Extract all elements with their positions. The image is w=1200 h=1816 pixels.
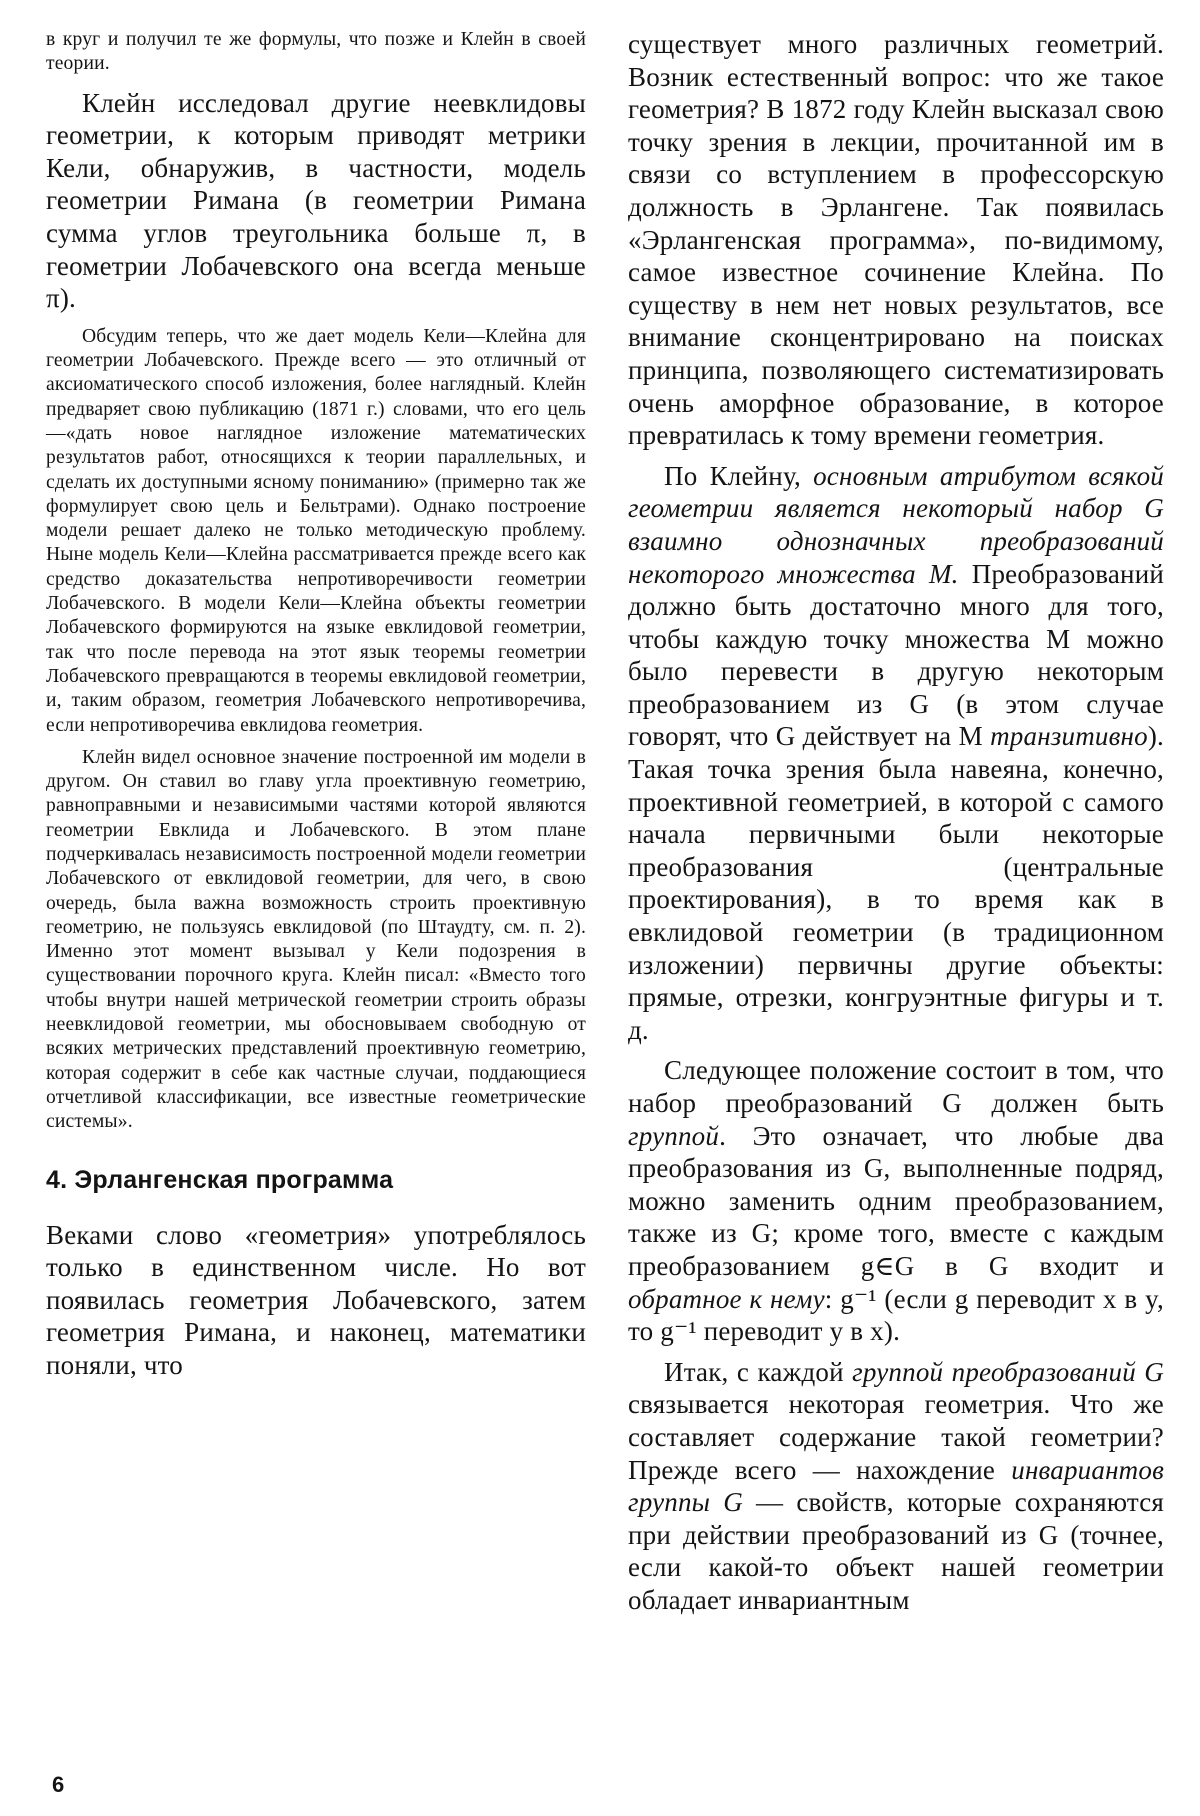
text-run: связывается некоторая геометрия. Что же составляет содержание такой геометрии? Прежде всего — нахождение xyxy=(628,1389,1164,1485)
section-intro: Веками слово «геометрия» употреблялось только в единственном числе. Но вот появилась геометрия Лобачевского, затем геометрия Римана, и наконец, математики поняли, что xyxy=(46,1219,586,1380)
page-number: 6 xyxy=(52,1772,65,1797)
text-run: — свойств, которые сохраняются при действии преобразований из G (точнее, если какой-то объект нашей геометрии обладает инвариантным xyxy=(628,1487,1165,1615)
right-column xyxy=(628,28,1164,1617)
text-run: Следующее положение состоит в том, что набор преобразований G должен быть xyxy=(628,1055,1164,1118)
invariants-paragraph xyxy=(628,1356,1164,1617)
model-paragraph: Обсудим теперь, что же дает модель Кели—Клейна для геометрии Лобачевского. Прежде всего — это отличный от аксиоматического способ изложения, более наглядный. Клейн предваряет свою публикацию (1871 г.) словами, что его цель —«дать новое наглядное изложение математических результатов работ, относящихся к теории параллельных, и сделать их доступными ясному пониманию» (примерно так же формулирует свою цель и Бельтрами). Однако построение модели решает далеко не только методическую проблему. Ныне модель Кели—Клейна рассматривается прежде всего как средство доказательства непротиворечивости геометрии Лобачевского. В модели Кели—Клейна объекты геометрии Лобачевского формируются на языке евклидовой геометрии, так что после перевода на этот язык теоремы геометрии Лобачевского превращаются в теоремы евклидовой геометрии, и, таким образом, геометрия Лобачевского непротиворечива, если непротиворечива евклидова геометрия. xyxy=(46,325,586,736)
emphasis-text: обратное к нему xyxy=(628,1283,825,1314)
klein-attribute-paragraph xyxy=(628,460,1164,1047)
text-run: : g⁻¹ (если g переводит x в y, то g⁻¹ переводит y в x). xyxy=(628,1283,1164,1347)
text-run: . Это означает, что любые два преобразования из G, выполненные подряд, можно заменить одним преобразованием, также из G; кроме того, вместе с каждым преобразованием g∈G в G входит и xyxy=(628,1120,1164,1281)
text-run: Итак, с каждой xyxy=(664,1356,853,1387)
emphasis-text: группой преобразований G xyxy=(852,1356,1165,1387)
continuation-paragraph: существует много различных геометрий. Возник естественный вопрос: что же такое геометрия? В 1872 году Клейн высказал свою точку зрения в лекции, прочитанной им в связи со вступлением в профессорскую должность в Эрлангене. Так появилась «Эрлангенская программа», по-видимому, самое известное сочинение Клейна. По существу в нем нет новых результатов, все внимание сконцентрировано на поисках принципа, позволяющего систематизировать очень аморфное образование, в которое превратилась к тому времени геометрия. xyxy=(628,29,1164,451)
emphasis-text: основным атрибутом всякой геометрии является некоторый набор G взаимно однозначных преобразований некоторого множества M. xyxy=(628,460,1164,589)
klein-paragraph: Клейн исследовал другие неевклидовы геометрии, к которым приводят метрики Кели, обнаружив, в частности, модель геометрии Римана (в геометрии Римана сумма углов треугольника больше π, в геометрии Лобачевского она всегда меньше π). xyxy=(46,87,586,314)
emphasis-text: группой xyxy=(628,1120,720,1151)
emphasis-text: инвариантов группы G xyxy=(628,1454,1164,1518)
intro-fragment: в круг и получил те же формулы, что позже и Клейн в своей теории. xyxy=(46,29,586,75)
text-run: По Клейну, xyxy=(664,460,814,491)
section-heading: 4. Эрлангенская программа xyxy=(46,1165,394,1194)
significance-paragraph: Клейн видел основное значение построенной им модели в другом. Он ставил во главу угла проективную геометрию, равноправными и независимыми частями которой являются геометрии Евклида и Лобачевского. В этом плане подчеркивалась независимость построенной модели геометрии Лобачевского от евклидовой геометрии, для чего, в свою очередь, была важна возможность строить проективную геометрию, не пользуясь евклидовой (по Штаудту, см. п. 2). Именно этот момент вызывал у Кели подозрения в существовании порочного круга. Клейн писал: «Вместо того чтобы внутри нашей метрической геометрии строить образы неевклидовой геометрии, мы обосновываем свободную от всяких метрических представлений проективную геометрию, которая содержит в себе как частные случаи, поддающиеся отчетливой классификации, все известные геометрические системы». xyxy=(46,746,586,1133)
emphasis-text: транзитивно xyxy=(990,721,1148,752)
left-column xyxy=(46,28,586,1382)
group-paragraph xyxy=(628,1054,1164,1347)
text-run: Преобразований должно быть достаточно много для того, чтобы каждую точку множества M можно было перевести в другую некоторым преобразованием из G (в этом случае говорят, что G действует на M xyxy=(628,558,1164,752)
text-run: ). Такая точка зрения была навеяна, конечно, проективной геометрией, в которой с самого начала первичными были некоторые преобразования (центральные проектирования), в то время как в евклидовой геометрии (в традиционном изложении) первичны другие объекты: прямые, отрезки, конгруэнтные фигуры и т. д. xyxy=(628,721,1164,1045)
